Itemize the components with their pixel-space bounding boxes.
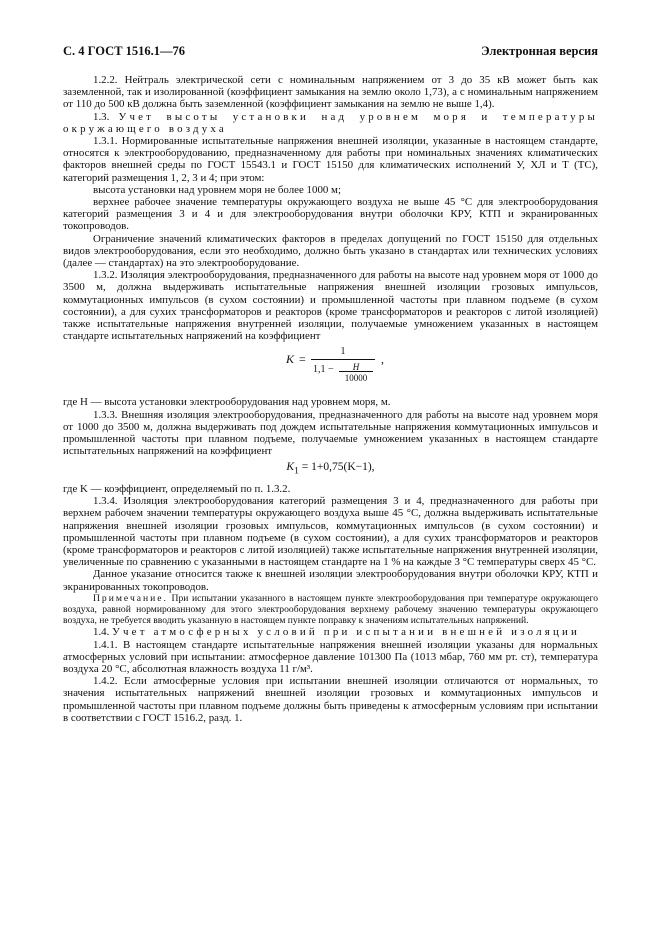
section-heading-1-4 xyxy=(63,626,598,638)
paragraph-1-3-3: 1.3.3. Внешняя изоляция электрооборудования, предназначенного для работы на высоте над уровнем моря от 1000 до 3500 м, должна выдерживать под дождем испытательные напряжения коммутационных импульсов и промышленной частоты при плавном подъеме, получаемые умножением указанных в настоящем стандарте испытательных напряжений на коэффициент xyxy=(63,408,598,458)
paragraph-temperature: верхнее рабочее значение температуры окружающего воздуха не выше 45 °С для электрооборудования категорий размещения 3 и 4 и для электрооборудования внутри оболочки КРУ, КТП и экранированных токопроводов. xyxy=(63,196,598,233)
formula-k xyxy=(63,346,598,394)
paragraph-where-h: где H — высота установки электрооборудования над уровнем моря, м. xyxy=(63,396,391,409)
formula-k-numerator: 1 xyxy=(340,346,346,358)
document-body xyxy=(63,74,598,724)
header-standard-ref: С. 4 ГОСТ 1516.1—76 xyxy=(63,44,186,58)
denominator-prefix: 1,1 − xyxy=(313,364,334,376)
header-version-label: Электронная версия xyxy=(481,44,598,58)
formula-k-comma: , xyxy=(381,352,384,367)
note-label: Примечание. xyxy=(93,592,168,604)
paragraph-1-3-2: 1.3.2. Изоляция электрооборудования, предназначенного для работы на высоте над уровнем моря от 1000 до 3500 м, должна выдерживать испытательные напряжения внешней изоляции грозовых импульсов, коммутационных импульсов (в сухом состоянии) и промышленной частоты при плавном подъеме (в сухом состоянии), а для сухих трансформаторов и реакторов (кроме трансформаторов и реакторов с литой изоляцией) также испытательные напряжения внутренней изоляции, получаемые умножением указанных в настоящем стандарте испытательных напряжений на коэффициент xyxy=(63,269,598,343)
formula-k1 xyxy=(63,461,598,478)
formula-k1-rhs: = 1+0,75(K−1), xyxy=(298,461,375,474)
paragraph-1-3-4: 1.3.4. Изоляция электрооборудования категорий размещения 3 и 4, предназначенного для работы при верхнем рабочем значении температуры окружающего воздуха выше 45 °С, должна выдерживать испытательные напряжения внешней изоляции грозовых импульсов, коммутационных импульсов (в сухом состоянии) и промышленной частоты при плавном подъеме (в сухом состоянии), а для сухих трансформаторов и реакторов (кроме трансформаторов и реакторов с литой изоляцией) также испытательные напряжения внутренней изоляции, увеличенные по сравнению с указанными в настоящем стандарте на 1 % на каждые 3 °С температуры сверх 45 °С. xyxy=(63,495,598,569)
section-heading-1-3 xyxy=(63,111,598,135)
paragraph-1-3-1: 1.3.1. Нормированные испытательные напряжения внешней изоляции, указанные в настоящем стандарте, относятся к электрооборудованию, предназначенному для работы при номинальных значениях климатических факторов внешней среды по ГОСТ 15543.1 и ГОСТ 15150 для климатических исполнений У, ХЛ и Т (ТС), категорий размещения 1, 2, 3 и 4; при этом: xyxy=(63,135,598,184)
formula-k1-subscript: 1 xyxy=(294,465,299,477)
formula-k-denominator xyxy=(311,361,375,385)
inner-numerator: H xyxy=(352,362,360,373)
formula-k-equals: = xyxy=(299,352,306,367)
paragraph-1-4-2: 1.4.2. Если атмосферные условия при испытании внешней изоляции отличаются от нормальных, то значения испытательных напряжений внешней изоляции грозовых и коммутационных импульсов и промышленной частоты при плавном подъеме должны быть приведены к атмосферным условиям при испытании в соответствии с ГОСТ 1516.2, разд. 1. xyxy=(63,675,598,724)
paragraph-1-2-2: 1.2.2. Нейтраль электрической сети с номинальным напряжением от 3 до 35 кВ может быть как заземленной, так и изолированной (коэффициент замыкания на землю около 1,73), а с номинальным напряжением от 110 до 500 кВ должна быть заземленной (коэффициент замыкания на землю не выше 1,4). xyxy=(63,74,598,111)
inner-fraction xyxy=(339,361,373,384)
paragraph-where-k: где K — коэффициент, определяемый по п. 1.3.2. xyxy=(63,482,291,495)
paragraph-1-4-1: 1.4.1. В настоящем стандарте испытательные напряжения внешней изоляции указаны для нормальных атмосферных условий при испытании: атмосферное давление 101300 Па (1013 мбар, 760 мм рт. ст), температура воздуха 20 °С, абсолютная влажность воздуха 11 г/м³. xyxy=(63,638,598,676)
section-number: 1.4. xyxy=(93,626,110,639)
formula-k-lhs: K xyxy=(286,352,295,367)
section-title: Учет атмосферных условий при испытании внешней изоляции xyxy=(112,626,581,639)
paragraph-limits: Ограничение значений климатических факторов в пределах допущений по ГОСТ 15150 для отдельных видов электрооборудования, если это необходимо, должно быть указано в стандартах или технических условиях (далее — стандартах) на это электрооборудование. xyxy=(63,232,598,270)
note xyxy=(63,593,598,627)
formula-k-fraction xyxy=(311,346,375,385)
page-header xyxy=(63,44,598,60)
note-text: При испытании указанного в настоящем пункте электрооборудования при температуре окружающего воздуха, равной нормированному для этого электрооборудования верхнему рабочему значению температуры окружающего воздуха, не требуется вводить указанную в настоящем пункте поправку к значениям испытательных напряжений. xyxy=(63,592,598,627)
paragraph-altitude: высота установки над уровнем моря не более 1000 м; xyxy=(93,183,341,196)
section-number: 1.3. xyxy=(93,110,110,123)
inner-denominator: 10000 xyxy=(344,373,368,384)
fraction-bar xyxy=(311,359,375,360)
section-title: Учет высоты установки над уровнем моря и температуры окружающего воздуха xyxy=(63,110,598,135)
formula-k1-lhs: K xyxy=(286,461,295,474)
paragraph-enclosure: Данное указание относится также к внешней изоляции электрооборудования внутри оболочки КРУ, КТП и экранированных токопроводов. xyxy=(63,568,598,593)
